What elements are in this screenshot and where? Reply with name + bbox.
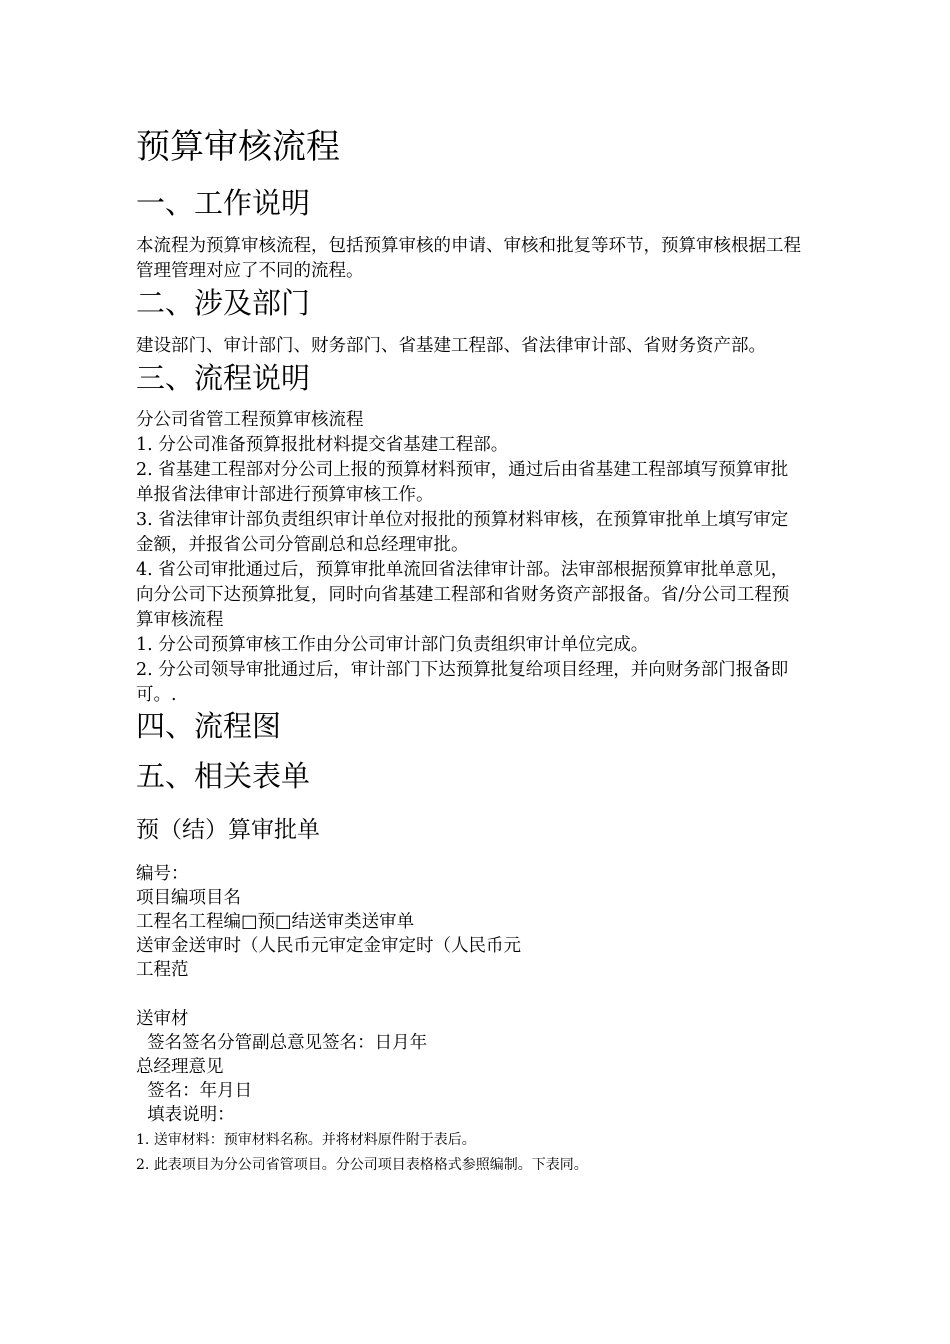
form-line: 送审金送审时（人民币元审定金审定时（人民币元 [136,936,521,956]
process-line: 向分公司下达预算批复，同时向省基建工程部和省财务资产部报备。省/分公司工程预 [136,585,790,605]
form-line: 签名签名分管副总意见签名：日月年 [136,1033,428,1053]
section-heading-work-description: 一、工作说明 [136,186,311,220]
form-line: 工程范 [136,960,189,980]
form-line: 工程名工程编□预□结送审类送审单 [136,912,415,932]
process-line: 2. 分公司领导审批通过后，审计部门下达预算批复给项目经理，并向财务部门报备即 [136,660,789,680]
document-title: 预算审核流程 [136,127,340,167]
section-heading-departments: 二、涉及部门 [136,286,311,320]
form-note: 2. 此表项目为分公司省管项目。分公司项目表格格式参照编制。下表同。 [136,1157,588,1173]
form-note: 1. 送审材料：预审材料名称。并将材料原件附于表后。 [136,1132,476,1148]
process-line: 金额，并报省公司分管副总和总经理审批。 [136,535,469,555]
form-line: 送审材 [136,1009,189,1029]
process-line: 算审核流程 [136,610,224,630]
form-line: 签名：年月日 [136,1081,253,1101]
form-line: 填表说明： [136,1105,235,1125]
paragraph-line: 管理管理对应了不同的流程。 [136,261,364,281]
form-line: 项目编项目名 [136,888,241,908]
process-line: 1. 分公司预算审核工作由分公司审计部门负责组织审计单位完成。 [136,635,649,655]
process-line: 1. 分公司准备预算报批材料提交省基建工程部。 [136,435,509,455]
form-line: 总经理意见 [136,1057,224,1077]
form-line: 编号： [136,864,189,884]
section-heading-process: 三、流程说明 [136,361,311,395]
process-line: 可。. [136,685,177,705]
form-title: 预（结）算审批单 [136,817,320,843]
process-line: 3. 省法律审计部负责组织审计单位对报批的预算材料审核，在预算审批单上填写审定 [136,510,789,530]
process-line: 单报省法律审计部进行预算审核工作。 [136,485,434,505]
section-heading-related-forms: 五、相关表单 [136,759,311,793]
process-line: 分公司省管工程预算审核流程 [136,410,364,430]
process-line: 4. 省公司审批通过后，预算审批单流回省法律审计部。法审部根据预算审批单意见， [136,560,789,580]
section-heading-flowchart: 四、流程图 [136,709,282,743]
paragraph-line: 本流程为预算审核流程，包括预算审核的申请、审核和批复等环节，预算审核根据工程 [136,236,801,256]
process-line: 2. 省基建工程部对分公司上报的预算材料预审，通过后由省基建工程部填写预算审批 [136,460,789,480]
paragraph-line: 建设部门、审计部门、财务部门、省基建工程部、省法律审计部、省财务资产部。 [136,336,766,356]
